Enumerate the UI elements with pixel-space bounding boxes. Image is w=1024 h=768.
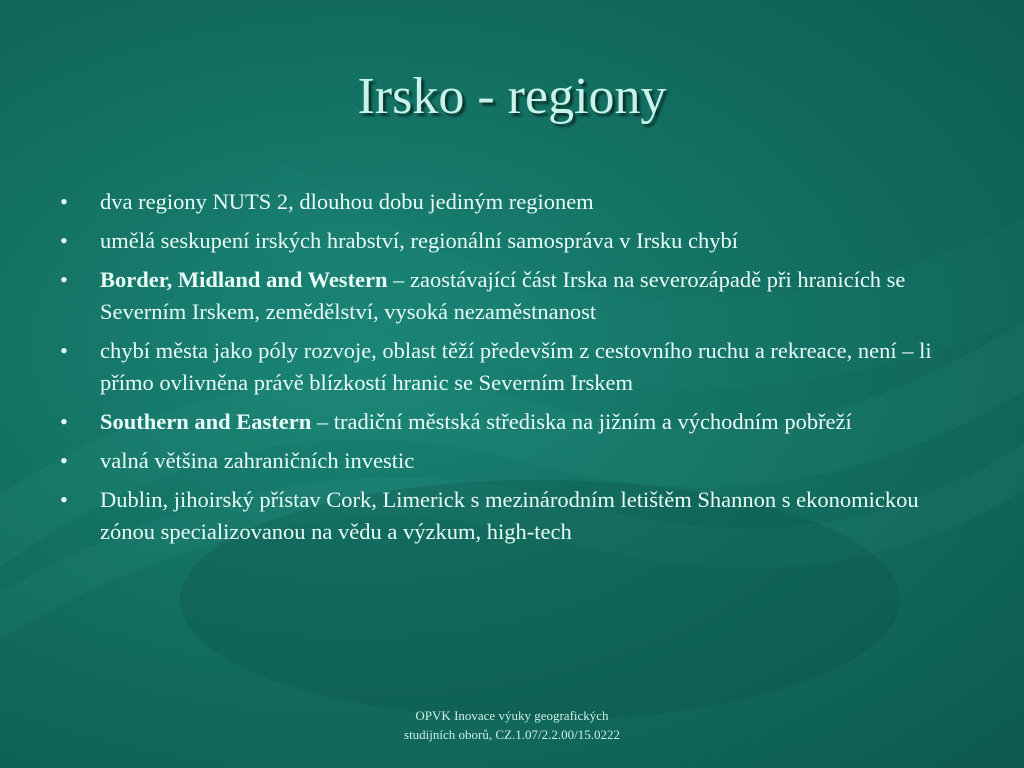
bullet-dot-icon: • [60, 267, 68, 292]
bullet-item [60, 445, 960, 477]
footer-line-2: studijních oborů, CZ.1.07/2.2.00/15.0222 [404, 727, 620, 742]
bullet-item [60, 186, 960, 218]
bullet-dot-icon: • [60, 487, 68, 512]
bullet-dot-icon: • [60, 409, 68, 434]
bullet-bold-label: Border, Midland and Western [100, 267, 388, 292]
bullet-dot-icon: • [60, 338, 68, 363]
bullet-text: chybí města jako póly rozvoje, oblast těží především z cestovního ruchu a rekreace, není – li přímo ovlivněna právě blízkostí hranic se Severním Irskem [100, 338, 932, 395]
bullet-text: – zaostávající část Irska na severozápadě při hranicích se Severním Irskem, zemědělství, vysoká nezaměstnanost [100, 267, 906, 324]
bullet-dot-icon: • [60, 189, 68, 214]
bullet-bold-label: Southern and Eastern [100, 409, 312, 434]
bullet-item [60, 335, 960, 399]
bullet-item [60, 406, 960, 438]
slide-title: Irsko - regiony [357, 68, 667, 125]
bullet-text: umělá seskupení irských hrabství, regionální samospráva v Irsku chybí [100, 228, 738, 253]
bullet-list [60, 186, 960, 555]
slide-footer [312, 706, 712, 744]
bullet-text: dva regiony NUTS 2, dlouhou dobu jediným regionem [100, 189, 594, 214]
bullet-text: Dublin, jihoirský přístav Cork, Limerick s mezinárodním letištěm Shannon s ekonomickou zónou specializovanou na vědu a výzkum, high-tech [100, 487, 919, 544]
bullet-text: valná většina zahraničních investic [100, 448, 415, 473]
footer-line-1: OPVK Inovace výuky geografických [415, 708, 609, 723]
bullet-dot-icon: • [60, 448, 68, 473]
bullet-item [60, 484, 960, 548]
bullet-text: – tradiční městská střediska na jižním a východním pobřeží [311, 409, 852, 434]
bullet-dot-icon: • [60, 228, 68, 253]
bullet-item [60, 264, 960, 328]
bullet-item [60, 225, 960, 257]
